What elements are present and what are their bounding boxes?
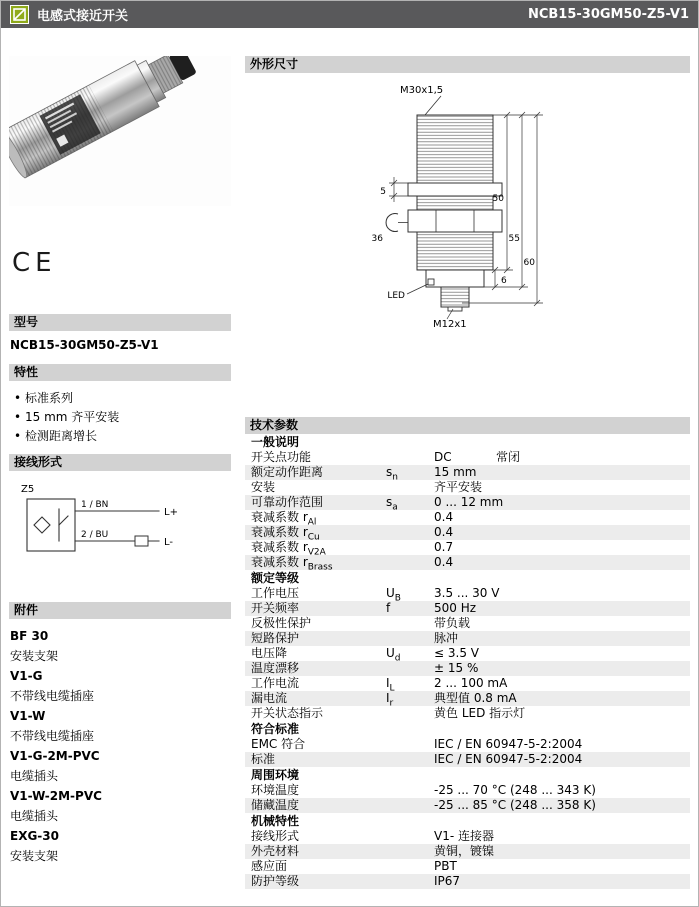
tech-row-symbol: f [386, 601, 391, 615]
tech-row [245, 798, 690, 813]
accessory-desc: 安装支架 [10, 849, 59, 863]
feature-item: • 检测距离增长 [14, 427, 231, 446]
tech-row [245, 480, 690, 495]
tech-row-value: 0.4 [434, 510, 454, 524]
tech-row-value: 黄铜，镀镍 [434, 844, 495, 858]
tech-row-value: 15 mm [434, 465, 477, 479]
tech-row-value: 3.5 ... 30 V [434, 586, 500, 600]
dim-60-label: 60 [523, 258, 535, 268]
tech-row-label: 短路保护 [251, 631, 300, 645]
tech-row [245, 691, 690, 709]
tech-row-value: V1- 连接器 [434, 829, 494, 843]
tech-row-label: 环境温度 [251, 783, 300, 797]
tech-row-label: 反极性保护 [251, 616, 312, 630]
tech-row-label: 安装 [251, 480, 276, 494]
tech-row-value: IEC / EN 60947-5-2:2004 [434, 737, 583, 751]
tech-row-label: 开关点功能 [251, 450, 312, 464]
tech-row-value: 2 ... 100 mA [434, 676, 508, 690]
tech-row-value: -25 ... 70 °C (248 ... 343 K) [434, 783, 596, 797]
accessory-name: V1-W-2M-PVC [10, 789, 102, 803]
model-number: NCB15-30GM50-Z5-V1 [10, 338, 159, 352]
tech-row-label: 工作电流 [251, 676, 300, 690]
brand-icon [10, 5, 29, 24]
tech-row-symbol [386, 798, 434, 813]
part-number-header: NCB15-30GM50-Z5-V1 [527, 7, 689, 22]
tech-row [245, 510, 690, 528]
tech-group-title: 额定等级 [251, 571, 300, 585]
tech-row-value: 0.4 [434, 525, 454, 539]
tech-group-title: 机械特性 [251, 814, 300, 828]
tech-row-value: IP67 [434, 874, 461, 888]
led-indicator [428, 279, 434, 285]
dimension-drawing [245, 73, 690, 417]
section-connection-title: 接线形式 [9, 454, 231, 471]
tech-row-value: ± 15 % [434, 661, 479, 675]
tech-row-label: 衰减系数 $r_{Brass}$ [251, 555, 333, 573]
features-list [9, 387, 231, 446]
tech-row-value: IEC / EN 60947-5-2:2004 [434, 752, 583, 766]
tech-row-symbol [386, 540, 434, 555]
tech-row [245, 844, 690, 859]
tech-row [245, 752, 690, 767]
section-dimensions-title: 外形尺寸 [245, 56, 690, 73]
proximity-symbol-icon [34, 517, 50, 533]
accessory-name: V1-G [10, 669, 43, 683]
tech-row-label: 感应面 [251, 859, 288, 873]
tech-row [245, 859, 690, 874]
dim-50-label: 50 [492, 194, 504, 204]
tech-row-value: PBT [434, 859, 457, 873]
tech-row-value: DC 常闭 [434, 450, 521, 464]
tech-row-symbol [386, 844, 434, 859]
tech-row-symbol [386, 616, 434, 631]
tech-row-label: 标准 [251, 752, 276, 766]
tech-row-symbol [386, 737, 434, 752]
tech-row-label: 开关状态指示 [251, 706, 324, 720]
dim-6-label: 6 [501, 276, 507, 286]
section-accessories-title: 附件 [9, 602, 231, 619]
tech-row-label: 开关频率 [251, 601, 300, 615]
wiring-diagram [9, 471, 231, 586]
tech-row-value: 500 Hz [434, 601, 477, 615]
tech-row [245, 676, 690, 694]
wrench-icon [386, 213, 398, 231]
wire2-label: 2 / BU [81, 530, 109, 540]
tech-row-symbol [386, 525, 434, 540]
tech-row-symbol [386, 661, 434, 676]
tech-row-value: ≤ 3.5 V [434, 646, 479, 660]
tech-row [245, 525, 690, 543]
tech-group-title: 周围环境 [251, 768, 300, 782]
tech-row-symbol: $I_r$ [386, 691, 394, 709]
dim-thread-top-label: M30x1,5 [400, 85, 444, 96]
tech-row-value: 黄色 LED 指示灯 [434, 706, 526, 720]
tech-row-symbol [386, 706, 434, 721]
load-symbol [135, 536, 148, 546]
tech-row-value: 0.4 [434, 555, 454, 569]
accessory-desc: 不带线电缆插座 [10, 729, 95, 743]
tech-row-symbol: $s_n$ [386, 465, 398, 483]
tech-row [245, 586, 690, 604]
tech-row-symbol [386, 480, 434, 495]
tech-row-label: 电压降 [251, 646, 288, 660]
product-family: 电感式接近开关 [37, 9, 129, 24]
tech-row-label: 衰减系数 $r_{Cu}$ [251, 525, 320, 543]
tech-row-symbol: $I_L$ [386, 676, 395, 694]
tech-row-value: 典型值 0.8 mA [434, 691, 517, 705]
tech-row-symbol [386, 859, 434, 874]
tech-row-label: 漏电流 [251, 691, 288, 705]
accessory-desc: 电缆插头 [10, 809, 59, 823]
tech-row-label: 工作电压 [251, 586, 300, 600]
accessory-desc: 安装支架 [10, 649, 59, 663]
tech-row-value: 0 ... 12 mm [434, 495, 504, 509]
tech-row-symbol [386, 783, 434, 798]
tech-row [245, 706, 690, 721]
accessory-desc: 电缆插头 [10, 769, 59, 783]
tech-row-symbol [386, 450, 434, 465]
tech-row-symbol [386, 874, 434, 889]
tech-row-value: 脉冲 [434, 631, 459, 645]
dim-thread-bottom-label: M12x1 [433, 319, 467, 330]
tech-row-symbol: $U_d$ [386, 646, 401, 664]
accessory-name: V1-G-2M-PVC [10, 749, 100, 763]
tech-row [245, 829, 690, 844]
dim-55-label: 55 [508, 234, 520, 244]
tech-row [245, 874, 690, 889]
section-model-title: 型号 [9, 314, 231, 331]
tech-row [245, 540, 690, 558]
tech-row-symbol [386, 752, 434, 767]
tech-row-symbol: $U_B$ [386, 586, 401, 604]
tech-group-title: 一般说明 [251, 435, 300, 449]
feature-item: • 15 mm 齐平安装 [14, 408, 231, 427]
tech-row-label: 接线形式 [251, 829, 300, 843]
tech-row-value: 带负载 [434, 616, 471, 630]
feature-item: • 标准系列 [14, 389, 231, 408]
accessories-list [9, 619, 231, 863]
dim-5-label: 5 [380, 187, 386, 197]
tech-row-label: 外壳材料 [251, 844, 300, 858]
tech-row-value: 齐平安装 [434, 480, 483, 494]
tech-row-label: 衰减系数 $r_{V2A}$ [251, 540, 326, 558]
tech-row [245, 495, 690, 513]
tech-row [245, 465, 690, 483]
accessory-name: V1-W [10, 709, 46, 723]
wiring-variant-label: Z5 [21, 484, 35, 495]
tech-row [245, 646, 690, 664]
tech-row-symbol [386, 631, 434, 646]
accessory-desc: 不带线电缆插座 [10, 689, 95, 703]
tech-row-label: EMC 符合 [251, 737, 306, 751]
tech-row-symbol [386, 829, 434, 844]
dim-36-label: 36 [371, 234, 383, 244]
tech-row [245, 601, 690, 616]
led-label: LED [387, 291, 405, 301]
terminal-plus-label: L+ [164, 507, 178, 518]
tech-row-value: -25 ... 85 °C (248 ... 358 K) [434, 798, 596, 812]
tech-row [245, 783, 690, 798]
header-bar [1, 1, 698, 28]
section-features-title: 特性 [9, 364, 231, 381]
tech-row-value: 0.7 [434, 540, 454, 554]
wire1-label: 1 / BN [81, 500, 109, 510]
accessory-name: BF 30 [10, 629, 49, 643]
tech-row-symbol: $s_a$ [386, 495, 398, 513]
section-tech-title: 技术参数 [245, 417, 690, 434]
tech-row-label: 可靠动作范围 [251, 495, 324, 509]
sensor-body [9, 56, 202, 180]
accessory-name: EXG-30 [10, 829, 59, 843]
tech-row [245, 616, 690, 631]
tech-row-symbol [386, 510, 434, 525]
tech-row [245, 737, 690, 752]
tech-table [245, 434, 690, 889]
tech-row-label: 温度漂移 [251, 661, 300, 675]
tech-row-label: 防护等级 [251, 874, 300, 888]
ce-mark: CE [12, 248, 57, 278]
tech-row-label: 衰减系数 $r_{Al}$ [251, 510, 317, 528]
tech-row [245, 555, 690, 573]
tech-group-title: 符合标准 [251, 722, 300, 736]
tech-row [245, 631, 690, 646]
tech-row [245, 661, 690, 676]
product-photo [9, 56, 231, 206]
tech-row [245, 450, 690, 465]
tech-row-label: 储藏温度 [251, 798, 300, 812]
tech-row-label: 额定动作距离 [251, 465, 324, 479]
terminal-minus-label: L- [164, 537, 174, 548]
tech-row-symbol [386, 555, 434, 570]
